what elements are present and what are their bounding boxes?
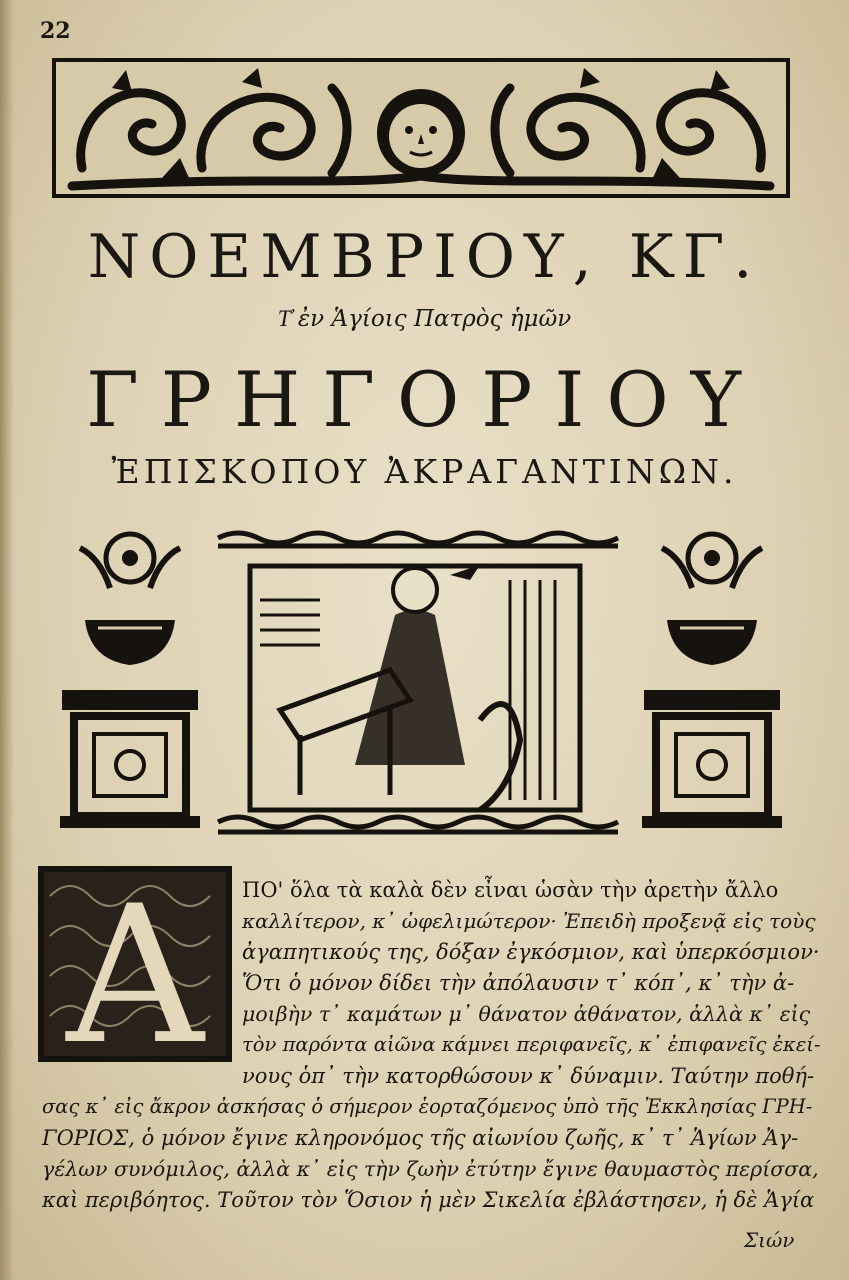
body-line-4: Ὅτι ὁ μόνον δίδει τὴν ἀπόλαυσιν τ᾽ κόπ᾽, κ᾽ τὴν ἀ- [242,971,795,995]
body-line-3: ἀγαπητικούς της, δόξαν ἐγκόσμιον, καὶ ὑπερκόσμιον· [242,940,820,964]
saint-writing-scene [250,565,580,810]
page-number: 22 [40,18,71,44]
cherub-face-icon [377,86,465,177]
body-line-6: τὸν παρόντα αἰῶνα κάμνει περιφανεῖς, κ᾽ ἐπιφανεῖς ἐκεί- [242,1033,821,1056]
title-bishop-of: ἘΠΙΣΚΟΠΟΥ ἈΚΡΑΓΑΝΤΙΝΩΝ. [111,452,738,491]
body-line-10: γέλων συνόμιλος, ἀλλὰ κ᾽ εἰς τὴν ζωὴν ἐτύτην ἔγινε θαυμαστὸς περίσσα, [42,1157,819,1181]
title-date: ΝΟΕΜΒΡΙΟΥ, ΚΓ. [87,222,762,292]
page-edge-stain [0,0,14,1280]
body-line-2: καλλίτερον, κ᾽ ὠφελιμώτερον· Ἐπειδὴ προξενᾷ εἰς τοὺς [242,909,816,933]
title-saint-name: ΓΡΗΓΟΡΙΟΥ [86,355,763,444]
ornamental-headpiece [52,58,790,198]
decorated-initial [38,866,232,1062]
body-line-11: καὶ περιβόητος. Τοῦτον τὸν Ὅσιον ἡ μὲν Σικελία ἐβλάστησεν, ἡ δὲ Ἁγία [42,1188,815,1212]
woodcut-vignette [50,520,802,850]
body-line-5: μοιβὴν τ᾽ καμάτων μ᾽ θάνατον ἀθάνατον, ἀλλὰ κ᾽ εἰς [242,1002,811,1026]
border-band-top [218,533,618,546]
right-flower-vase-icon [642,534,782,828]
body-line-1: ΠΟ' ὅλα τὰ καλὰ δὲν εἶναι ὡσὰν τὴν ἀρετὴν ἄλλο [242,878,779,902]
catchword: Σιών [744,1228,795,1252]
border-band-bottom [218,817,618,832]
body-line-9: ΓΟΡΙΟΣ, ὁ μόνον ἔγινε κληρονόμος τῆς αἰωνίου ζωῆς, κ᾽ τ᾽ Ἁγίων Ἀγ- [42,1126,799,1150]
body-line-7: νους ὁπ᾽ τὴν κατορθώσουν κ᾽ δύναμιν. Ταύτην ποθή- [242,1064,815,1088]
body-line-8: σας κ᾽ εἰς ἄκρον ἀσκήσας ὁ σήμερον ἑορταζόμενος ὑπὸ τῆς Ἐκκλησίας ΓΡΗ- [42,1095,813,1118]
title-subtitle: Τ҆ ἐν Ἁγίοις Πατρὸς ἡμῶν [277,306,572,332]
initial-letter: Α [66,866,204,1062]
left-flower-vase-icon [60,534,200,828]
